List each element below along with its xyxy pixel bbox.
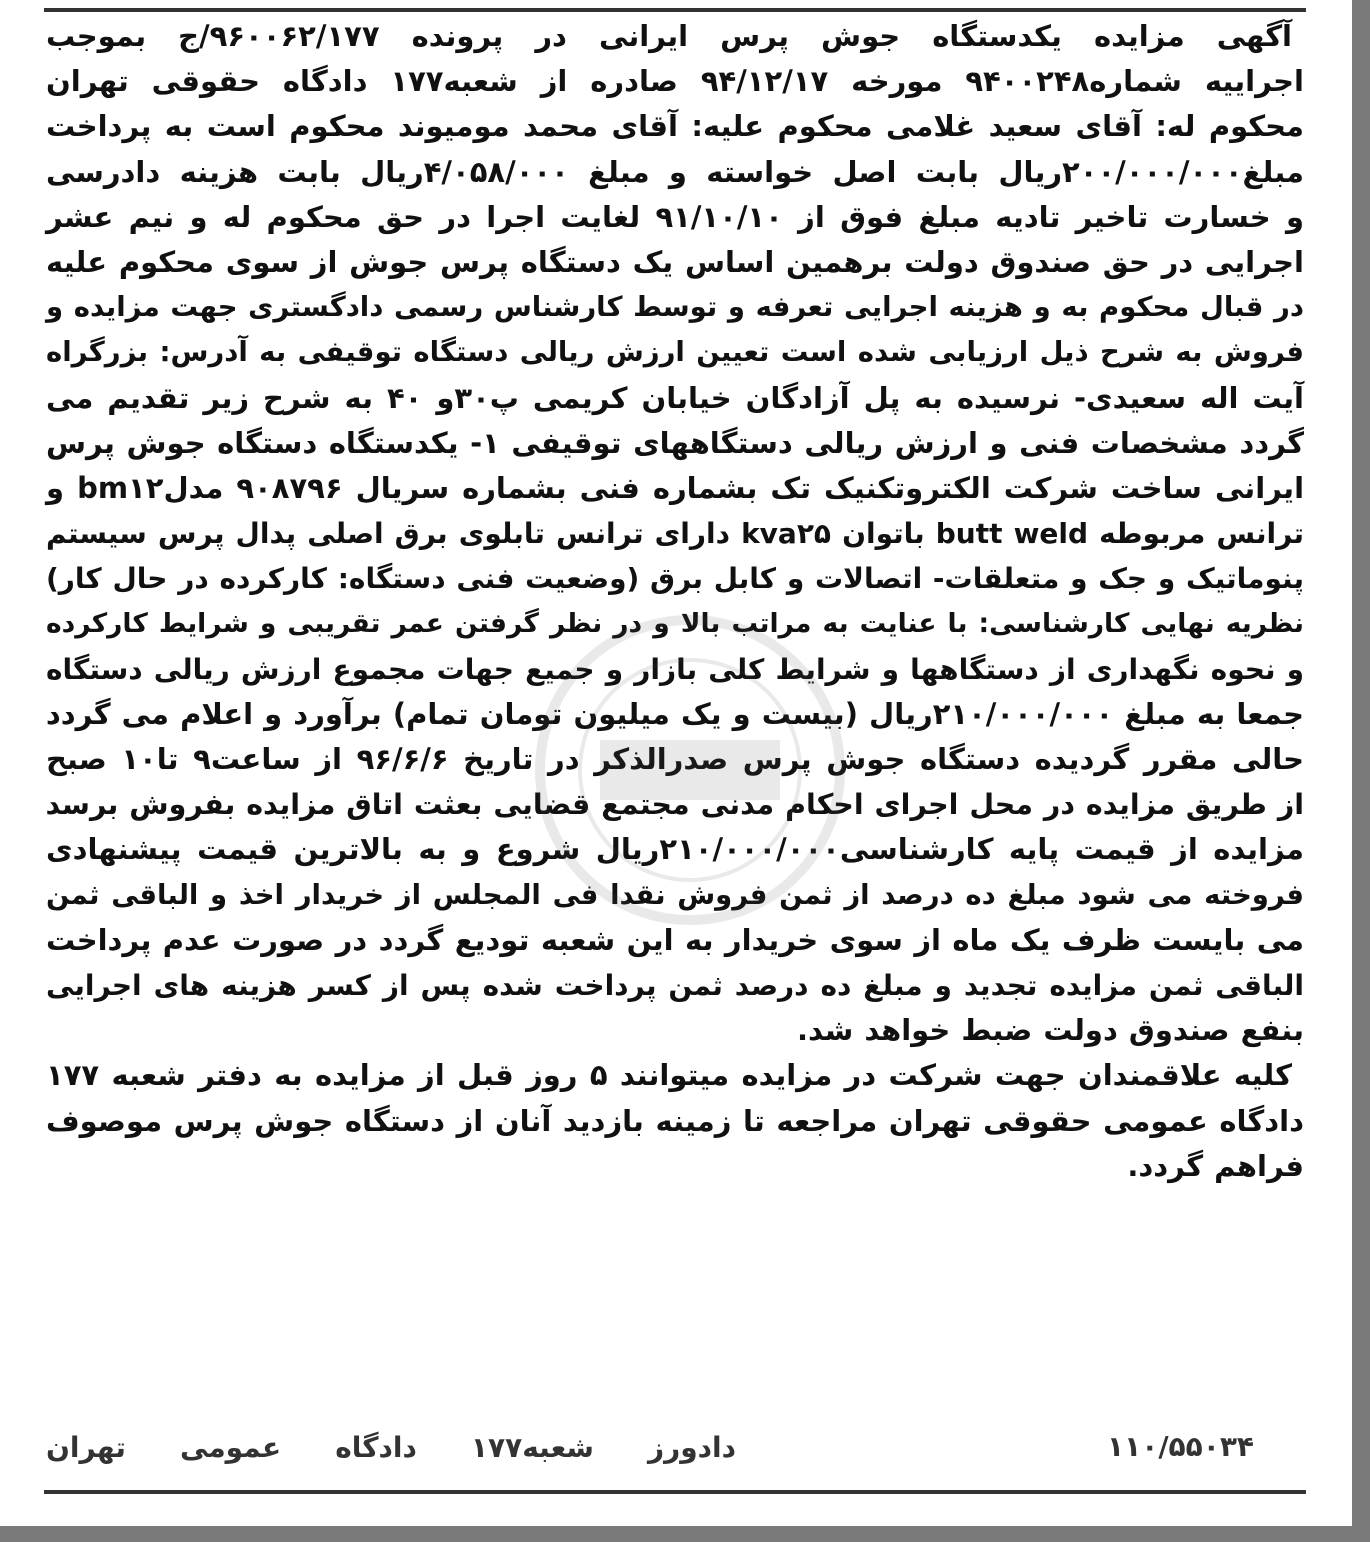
bottom-rule	[44, 1490, 1306, 1494]
notice-line: دادگاه عمومی حقوقی تهران مراجعه تا زمینه بازدید آنان از دستگاه جوش پرس موصوف	[46, 1103, 1304, 1138]
notice-line: ترانس مربوطه butt weld باتوان kva۲۵ دارای ترانس تابلوی برق اصلی پدال پرس سیستم	[46, 517, 1304, 551]
notice-line: حالی مقرر گردیده دستگاه جوش پرس صدرالذکر در تاریخ ۹۶/۶/۶ از ساعت۹ تا۱۰ صبح	[46, 742, 1305, 776]
notice-line: الباقی ثمن مزایده تجدید و مبلغ ده درصد ثمن پرداخت شده پس از کسر هزینه های اجرایی	[46, 968, 1304, 1002]
notice-line: ایرانی ساخت شرکت الکتروتکنیک تک بشماره فنی بشماره سریال ۹۰۸۷۹۶ مدلbm۱۲ و	[46, 470, 1305, 505]
notice-line: پنوماتیک و جک و متعلقات- اتصالات و کابل برق (وضعیت فنی دستگاه: کارکرده در حال کار)	[46, 562, 1304, 596]
notice-line: آیت اله سعیدی- نرسیده به پل آزادگان خیابان کریمی پ۳۰و ۴۰ به شرح زیر تقدیم می	[46, 380, 1304, 415]
notice-line: کلیه علاقمندان جهت شرکت در مزایده میتوانند ۵ روز قبل از مزایده به دفتر شعبه ۱۷۷	[46, 1058, 1293, 1093]
notice-line: از طریق مزایده در محل اجرای احکام مدنی مجتمع قضایی بعثت اتاق مزایده بفروش برسد	[45, 788, 1304, 822]
notice-line: فراهم گردد.	[1127, 1148, 1304, 1183]
reference-number: ۱۱۰/۵۵۰۳۴	[1107, 1430, 1254, 1463]
signature-word: تهران	[46, 1430, 126, 1464]
signature-word: شعبه۱۷۷	[470, 1430, 594, 1464]
notice-line: مزایده از قیمت پایه کارشناسی۲۱۰/۰۰۰/۰۰۰ریال شروع و به بالاترین قیمت پیشنهادی	[46, 832, 1304, 867]
auction-notice	[46, 14, 1304, 1189]
notice-line: جمعا به مبلغ ۲۱۰/۰۰۰/۰۰۰ریال (بیست و یک میلیون تومان تمام) برآورد و اعلام می گردد	[45, 696, 1304, 731]
top-rule	[44, 8, 1306, 12]
notice-line: و نحوه نگهداری از دستگاهها و شرایط کلی بازار و جمیع جهات مجموع ارزش ریالی دستگاه	[46, 652, 1304, 686]
signature-word: عمومی	[180, 1430, 282, 1464]
notice-line: گردد مشخصات فنی و ارزش ریالی دستگاههای توقیفی ۱- یکدستگاه دستگاه جوش پرس	[46, 425, 1304, 460]
signature-block	[46, 1422, 736, 1472]
notice-line: فروخته می شود مبلغ ده درصد از ثمن فروش نقدا فی المجلس از خریدار اخذ و الباقی ثمن	[46, 878, 1304, 911]
notice-line: محکوم له: آقای سعید غلامی محکوم علیه: آقای محمد مومیوند محکوم است به پرداخت	[46, 109, 1304, 144]
notice-line: اجرایی در حق صندوق دولت برهمین اساس یک دستگاه پرس جوش از سوی محکوم علیه	[46, 244, 1304, 279]
notice-line: و خسارت تاخیر تادیه مبلغ فوق از ۹۱/۱۰/۱۰ لغایت اجرا در حق محکوم له و نیم عشر	[46, 199, 1305, 234]
signature-word: دادورز	[648, 1430, 736, 1464]
signature-word: دادگاه	[335, 1430, 417, 1464]
notice-line: بنفع صندوق دولت ضبط خواهد شد.	[796, 1013, 1304, 1048]
notice-line: در قبال محکوم به و هزینه اجرایی تعرفه و توسط کارشناس رسمی دادگستری جهت مزایده و	[46, 291, 1304, 324]
notice-line: مبلغ۲۰۰/۰۰۰/۰۰۰ریال بابت اصل خواسته و مبلغ ۴/۰۵۸/۰۰۰ریال بابت هزینه دادرسی	[46, 154, 1304, 189]
notice-line: نظریه نهایی کارشناسی: با عنایت به مراتب بالا و در نظر گرفتن عمر تقریبی و شرایط کارکرده	[46, 608, 1304, 640]
notice-line: آگهی مزایده یکدستگاه جوش پرس ایرانی در پرونده ۹۶۰۰۶۲/۱۷۷/ج بموجب	[46, 19, 1292, 53]
notice-line: فروش به شرح ذیل ارزیابی شده است تعیین ارزش ریالی دستگاه توقیفی به آدرس: بزرگراه	[46, 336, 1304, 369]
signature-row	[46, 1422, 1304, 1472]
notice-line: اجراییه شماره۹۴۰۰۲۴۸ مورخه ۹۴/۱۲/۱۷ صادره از شعبه۱۷۷ دادگاه حقوقی تهران	[46, 64, 1304, 99]
notice-line: می بایست ظرف یک ماه از سوی خریدار به این شعبه تودیع گردد در صورت عدم پرداخت	[46, 922, 1304, 957]
